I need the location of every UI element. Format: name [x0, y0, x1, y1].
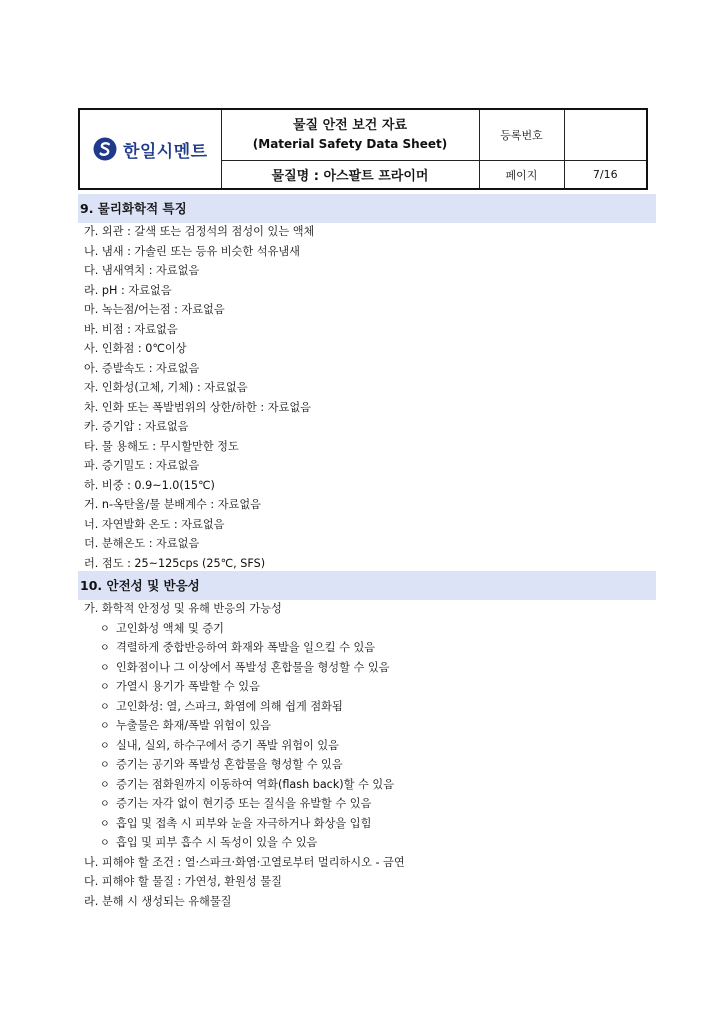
hazard-bullet: [84, 658, 394, 678]
hazard-text: 흡입 및 피부 흡수 시 독성이 있을 수 있음: [116, 836, 318, 849]
property-item: 더. 분해온도 : 자료없음: [84, 537, 200, 550]
hazard-text: 실내, 실외, 하수구에서 증기 폭발 위험이 있음: [116, 738, 339, 752]
company-logo-cell: [79, 109, 221, 189]
section-10-list: [84, 599, 282, 619]
section-9-list: [84, 222, 314, 573]
property-item: 바. 비점 : 자료없음: [84, 322, 178, 336]
hazard-text: 증기는 점화원까지 이동하여 역화(flash back)할 수 있음: [116, 777, 395, 791]
hazard-bullet: [84, 638, 394, 658]
bullet-icon: ㅇ: [100, 701, 110, 713]
section-10-list-continued: [84, 853, 405, 912]
document-header-table: [78, 108, 648, 190]
document-title-korean: 물질 안전 보건 자료: [292, 118, 408, 134]
bullet-icon: ㅇ: [100, 799, 110, 810]
property-item: 카. 증기압 : 자료없음: [84, 420, 189, 433]
property-item: 차. 인화 또는 폭발범위의 상한/하한 : 자료없음: [84, 400, 311, 414]
hazard-bullet: [84, 775, 394, 795]
bullet-icon: ㅇ: [100, 682, 110, 693]
stability-item: 가. 화학적 안정성 및 유해 반응의 가능성: [84, 602, 282, 615]
company-logo-icon: [93, 137, 117, 161]
section-9-heading: 9. 물리화학적 특징: [78, 194, 656, 223]
hazard-text: 고인화성: 열, 스파크, 화염에 의해 쉽게 점화됨: [116, 699, 343, 713]
property-item: 나. 냄새 : 가솔린 또는 등유 비슷한 석유냄새: [84, 244, 300, 258]
hazard-bullet: [84, 814, 394, 834]
hazard-text: 가열시 용기가 폭발할 수 있음: [116, 680, 260, 693]
product-name: 물질명 : 아스팔트 프라이머: [221, 161, 479, 189]
company-logo: [80, 137, 221, 162]
bullet-icon: ㅇ: [100, 662, 110, 674]
section-10-heading: 10. 안전성 및 반응성: [78, 571, 656, 600]
hazard-bullet: [84, 716, 394, 736]
property-item: 너. 자연발화 온도 : 자료없음: [84, 517, 225, 531]
hazard-text: 인화점이나 그 이상에서 폭발성 혼합물을 형성할 수 있음: [116, 660, 390, 674]
bullet-icon: ㅇ: [100, 623, 110, 635]
stability-item: 나. 피해야 할 조건 : 열·스파크·화염·고열로부터 멀리하시오 - 금연: [84, 855, 405, 869]
property-item: 가. 외관 : 갈색 또는 검정석의 점성이 있는 액체: [84, 225, 315, 238]
hazard-bullet: [84, 794, 394, 814]
document-title-cell: [221, 109, 479, 161]
bullet-icon: ㅇ: [100, 740, 110, 752]
hazard-bullet: [84, 755, 394, 775]
property-item: 마. 녹는점/어는점 : 자료없음: [84, 303, 225, 316]
bullet-icon: ㅇ: [100, 818, 110, 830]
hazard-text: 고인화성 액체 및 증기: [116, 621, 224, 635]
hazard-text: 흡입 및 접촉 시 피부와 눈을 자극하거나 화상을 입힘: [116, 816, 372, 830]
stability-item: 라. 분해 시 생성되는 유해물질: [84, 894, 232, 908]
hazard-text: 증기는 자각 없이 현기증 또는 질식을 유발할 수 있음: [116, 797, 372, 810]
hazard-bullet: [84, 833, 394, 853]
property-item: 러. 점도 : 25~125cps (25℃, SFS): [84, 556, 266, 570]
stability-item: 다. 피해야 할 물질 : 가연성, 환원성 물질: [84, 875, 282, 888]
bullet-icon: ㅇ: [100, 760, 110, 771]
property-item: 하. 비중 : 0.9~1.0(15℃): [84, 478, 215, 492]
property-item: 거. n-옥탄올/물 분배계수 : 자료없음: [84, 498, 261, 511]
hazard-bullet: [84, 619, 394, 639]
hazard-bullet: [84, 677, 394, 697]
hazard-text: 증기는 공기와 폭발성 혼합물을 형성할 수 있음: [116, 758, 343, 771]
bullet-icon: ㅇ: [100, 643, 110, 654]
property-item: 자. 인화성(고체, 기체) : 자료없음: [84, 381, 248, 394]
page-label: 페이지: [479, 161, 564, 189]
company-name: 한일시멘트: [122, 141, 208, 162]
document-title-english: (Material Safety Data Sheet): [252, 137, 448, 152]
property-item: 파. 증기밀도 : 자료없음: [84, 459, 200, 472]
property-item: 사. 인화점 : 0℃이상: [84, 342, 187, 355]
hazard-bullet: [84, 736, 394, 756]
page-number: 7/16: [564, 161, 647, 189]
property-item: 아. 증발속도 : 자료없음: [84, 361, 200, 375]
hazard-text: 격렬하게 중합반응하여 화재와 폭발을 일으킬 수 있음: [116, 641, 376, 654]
bullet-icon: ㅇ: [100, 779, 110, 791]
property-item: 타. 물 용해도 : 무시할만한 정도: [84, 439, 239, 453]
registration-number-value: [564, 109, 647, 161]
registration-number-label: 등록번호: [479, 109, 564, 161]
hazard-text: 누출물은 화재/폭발 위험이 있음: [116, 719, 271, 732]
bullet-icon: ㅇ: [100, 838, 110, 849]
bullet-icon: ㅇ: [100, 721, 110, 732]
property-item: 라. pH : 자료없음: [84, 283, 172, 297]
hazard-bullet-list: [84, 619, 394, 853]
hazard-bullet: [84, 697, 394, 717]
property-item: 다. 냄새역치 : 자료없음: [84, 264, 200, 277]
